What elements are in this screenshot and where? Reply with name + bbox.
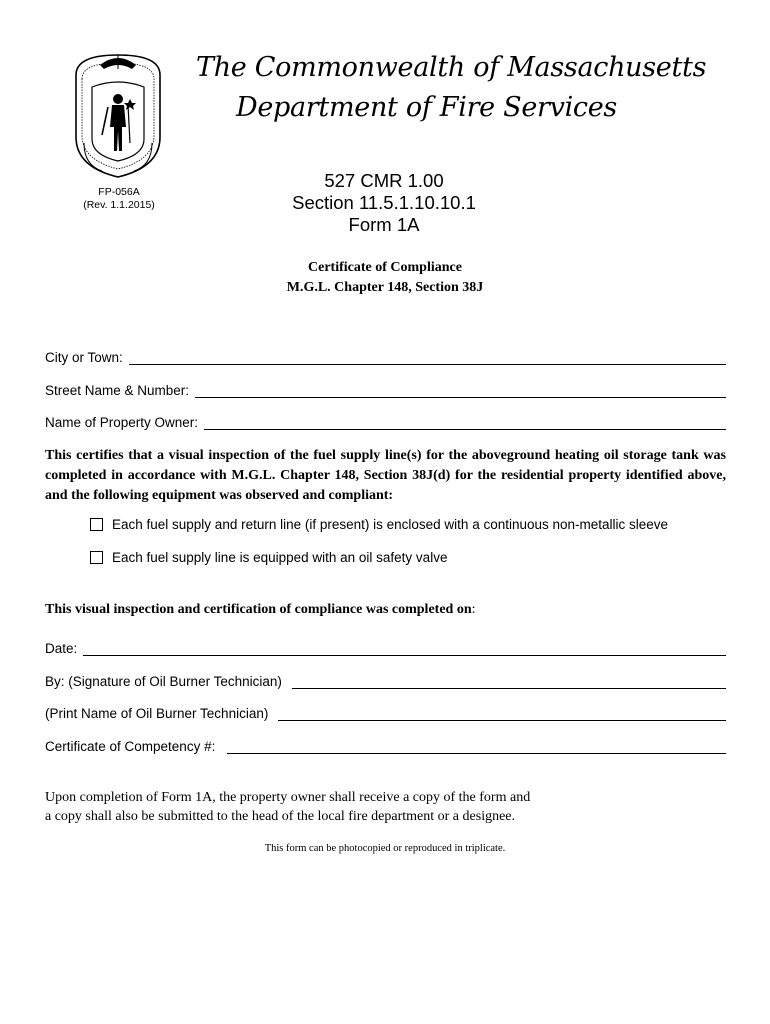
form-identifier bbox=[60, 186, 178, 212]
date-input-line[interactable] bbox=[83, 643, 726, 656]
sleeve-checkbox[interactable] bbox=[90, 518, 103, 531]
owner-input-line[interactable] bbox=[204, 417, 726, 430]
print-name-label: (Print Name of Oil Burner Technician) bbox=[45, 706, 269, 721]
certificate-heading bbox=[200, 258, 570, 298]
safety-valve-checkbox-row[interactable] bbox=[90, 550, 447, 565]
regulation-block bbox=[272, 170, 496, 236]
completion-instructions bbox=[45, 788, 605, 826]
street-input-line[interactable] bbox=[195, 385, 726, 398]
city-input-line[interactable] bbox=[129, 352, 726, 365]
print-name-field[interactable] bbox=[45, 703, 726, 721]
photocopy-note: This form can be photocopied or reproduced in triplicate. bbox=[264, 843, 506, 854]
form-name: Form 1A bbox=[348, 214, 420, 235]
form-revision: (Rev. 1.1.2015) bbox=[83, 199, 155, 211]
owner-label: Name of Property Owner: bbox=[45, 415, 199, 430]
street-label: Street Name & Number: bbox=[45, 383, 190, 398]
owner-field[interactable] bbox=[45, 412, 726, 430]
street-field[interactable] bbox=[45, 380, 726, 398]
safety-valve-checkbox-label: Each fuel supply line is equipped with an oil safety valve bbox=[112, 550, 448, 565]
signature-label: By: (Signature of Oil Burner Technician) bbox=[45, 674, 282, 689]
completion-line-2: a copy shall also be submitted to the head of the local fire department or a designee. bbox=[45, 809, 516, 824]
date-label: Date: bbox=[45, 641, 78, 656]
commonwealth-title: The Commonwealth of Massachusetts bbox=[196, 52, 707, 83]
inspection-heading-text: This visual inspection and certification of compliance was completed on bbox=[45, 602, 472, 617]
inspection-heading bbox=[45, 602, 476, 618]
regulation-section: Section 11.5.1.10.10.1 bbox=[292, 192, 476, 213]
certification-statement: This certifies that a visual inspection of the fuel supply line(s) for the aboveground heating oil storage tank was completed in accordance with M.G.L. Chapter 148, Section 38J(d) for the residential property identified above, and the following equipment was observed and compliant: bbox=[45, 448, 726, 503]
sleeve-checkbox-row[interactable] bbox=[90, 517, 668, 532]
city-field[interactable] bbox=[45, 347, 726, 365]
department-title: Department of Fire Services bbox=[236, 92, 617, 123]
signature-input-line[interactable] bbox=[292, 676, 726, 689]
competency-label: Certificate of Competency #: bbox=[45, 739, 216, 754]
certificate-statute: M.G.L. Chapter 148, Section 38J bbox=[286, 280, 484, 295]
massachusetts-seal-logo bbox=[66, 47, 170, 183]
date-field[interactable] bbox=[45, 638, 726, 656]
form-number: FP-056A bbox=[98, 186, 140, 198]
competency-field[interactable] bbox=[45, 736, 726, 754]
inspection-heading-colon: : bbox=[471, 602, 476, 617]
competency-input-line[interactable] bbox=[227, 741, 726, 754]
city-label: City or Town: bbox=[45, 350, 123, 365]
print-name-input-line[interactable] bbox=[278, 708, 726, 721]
certificate-title: Certificate of Compliance bbox=[308, 260, 462, 275]
completion-line-1: Upon completion of Form 1A, the property owner shall receive a copy of the form and bbox=[45, 790, 531, 805]
regulation-number: 527 CMR 1.00 bbox=[324, 170, 444, 191]
signature-field[interactable] bbox=[45, 671, 726, 689]
safety-valve-checkbox[interactable] bbox=[90, 551, 103, 564]
sleeve-checkbox-label: Each fuel supply and return line (if present) is enclosed with a continuous non-metallic sleeve bbox=[112, 517, 669, 532]
